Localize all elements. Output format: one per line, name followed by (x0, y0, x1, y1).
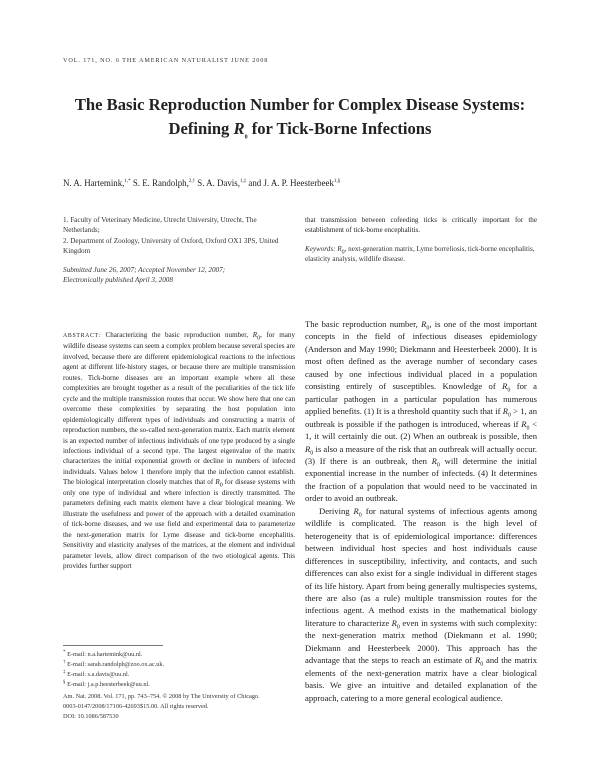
footnote-email-2: † E-mail: sarah.randolph@zoo.ox.ac.uk. (63, 659, 165, 668)
article-title (40, 93, 560, 141)
title-line-1: The Basic Reproduction Number for Complex Disease Systems: (74, 95, 526, 114)
footnotes (63, 645, 295, 722)
affiliations-block (63, 215, 295, 285)
affiliation-2: 2. Department of Zoology, University of Oxford, Oxford OX1 3PS, United Kingdom (63, 236, 279, 256)
author-3: S. A. Davis, (197, 178, 240, 188)
footnote-rule (63, 645, 163, 646)
abstract: ABSTRACT: Characterizing the basic reproduction number, $R_0$, for many wildlife disease systems can seem a complex problem because several species are involved, because there are different epidemiological reactions to the infectious agent at different life-history stages, or because there are multiple transmission routes. Tick-borne diseases are an important example where all these complexities are brought together as a result of the peculiarities of the tick life cycle and the multiple transmission routes that occur. We show here that one can overcome these complexities by separating the host population into epidemiologically different types of individuals and constructing a matrix of reproduction numbers, the so-called next-generation matrix. Each matrix element is an expected number of infectious individuals of one type produced by a single infectious individual of a second type. The largest eigenvalue of the matrix characterizes the initial exponential growth or decline in numbers of infected individuals. Values below 1 therefore imply that the infection cannot establish. The biological interpretation closely matches that of $R_0$ for disease systems with only one type of individual and where infection is directly transmitted. The parameters defining each matrix element have a clear biological meaning. We illustrate the usefulness and power of the approach with a detailed examination of tick-borne diseases, and we use field and experimental data to parameterize the next-generation matrix for Lyme disease and tick-borne encephalitis. Sensitivity and elasticity analyses of the matrices, at the element and individual parameter levels, allow direct comparison of the two etiological agents. This provides further support (63, 331, 296, 570)
affiliation-1: 1. Faculty of Veterinary Medicine, Utrecht University, Utrecht, The Netherlands; (63, 216, 257, 235)
footnote-email-1: * E-mail: n.a.hartemink@uu.nl. (63, 649, 143, 658)
footnote-email-3: ‡ E-mail: s.a.davis@uu.nl. (63, 669, 130, 678)
abstract-end: that transmission between cofeeding ticks is critically important for the establishment of tick-borne encephalitis. (305, 216, 537, 235)
title-line-2: Defining $R_0$ for Tick-Borne Infections (168, 119, 432, 141)
author-4: and J. A. P. Heesterbeek (248, 178, 334, 188)
author-1: N. A. Hartemink, (63, 178, 125, 188)
author-list: N. A. Hartemink,$^{1,*}$ S. E. Randolph,$^{2,\dagger}$ S. A. Davis,$^{1,\ddagger}$ and J. A. P. Heesterbeek$^{1,\S}$ (63, 178, 341, 188)
body-paragraph-1: The basic reproduction number, $R_0$, is one of the most important concepts in the field of infectious diseases epidemiology (Anderson and May 1990; Diekmann and Heesterbeek 2000). It is most often defined as the average number of secondary cases caused by one infectious individual placed in a population consisting entirely of susceptibles. Knowledge of $R_0$ for a particular pathogen in a particular population has numerous applied benefits. (1) It is a threshold quantity such that if $R_0 > 1$, an outbreak is possible if the pathogen is introduced, whereas if $R_0 < 1$, it will certainly die out. (2) When an outbreak is possible, then $R_0$ is also a measure of the risk that an outbreak will actually occur. (3) If there is an outbreak, then $R_0$ will determine the initial exponential increase in the number of infecteds. (4) It determines the fraction of a population that would need to be vaccinated in order to avoid an outbreak. (305, 319, 537, 504)
abstract-label: ABSTRACT: (63, 333, 101, 339)
running-head: VOL. 171, NO. 6 THE AMERICAN NATURALIST JUNE 2008 (63, 57, 269, 64)
author-2: S. E. Randolph, (132, 178, 189, 188)
submission-dates: Submitted June 26, 2007; Accepted November 12, 2007; Electronically published April 3, 2008 (63, 265, 226, 285)
footnote-email-4: § E-mail: j.a.p.heesterbeek@uu.nl. (63, 679, 150, 688)
body-paragraph-2: Deriving $R_0$ for natural systems of infectious agents among wildlife is complicated. The reason is the high level of heterogeneity that is of epidemiological importance: differences between individual host species and host individuals cause differences in susceptibility, infectivity, and contacts, and such differences can also exist for a single individual in different stages of its life history. Apart from being generally multispecies systems, there are also (as a rule) multiple transmission routes for the infectious agent. A method exists in the mathematical biology literature to characterize $R_0$ even in systems with such complexity: the next-generation matrix method (Diekmann et al. 1990; Diekmann and Heesterbeek 2000). This approach has the advantage that the steps to reach an estimate of $R_0$ and the matrix elements of the next-generation matrix have a clear biological basis. We give an intuitive and detailed explanation of the approach, catering to a more general ecological audience. (305, 505, 537, 703)
keywords: Keywords: $R_0$, next-generation matrix, Lyme borreliosis, tick-borne encephalitis, elasticity analysis, wildlife disease. (305, 244, 535, 264)
abstract-continuation (305, 215, 537, 265)
publication-meta: Am. Nat. 2008. Vol. 171, pp. 743–754. © 2008 by The University of Chicago. 0003-0147/2008/17106-42693$15.00. All rights reserved. DOI: 10.1086/587530 (63, 693, 260, 720)
body-text (305, 318, 537, 704)
